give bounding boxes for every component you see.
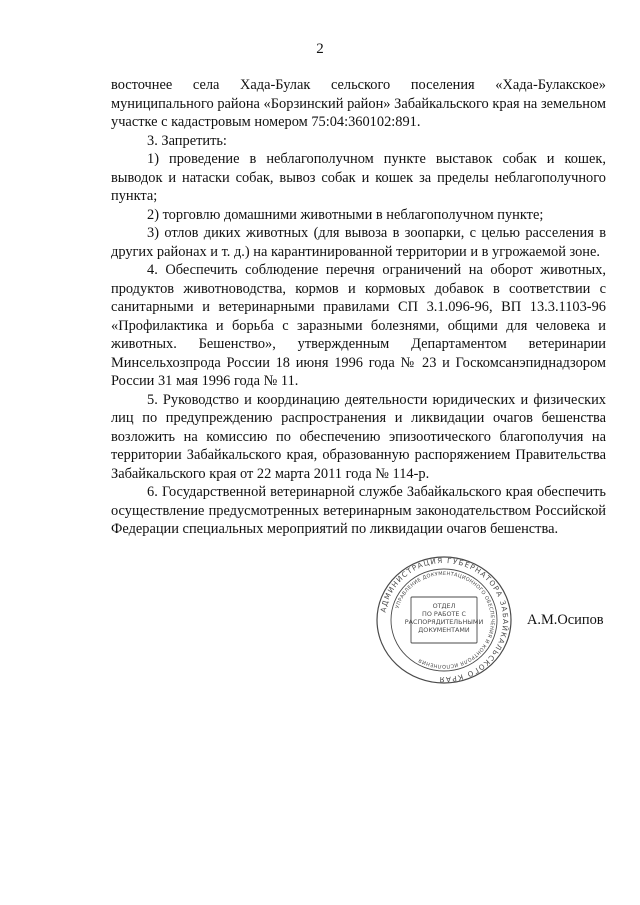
document-body — [111, 76, 606, 539]
stamp-inner-ring-text: УПРАВЛЕНИЕ ДОКУМЕНТАЦИОННОГО ОБЕСПЕЧЕНИЯ И КОНТРОЛЯ ИСПОЛНЕНИЯ — [394, 570, 496, 670]
paragraph-veterinary-service: 6. Государственной ветеринарной службе Забайкальского края обеспечить осуществление предусмотренных ветеринарным законодательством Российской Федерации специальных мероприятий по ликвидации очагов бешенства. — [111, 484, 606, 537]
paragraph-restrictions: 4. Обеспечить соблюдение перечня ограничений на оборот животных, продуктов животноводства, кормов и кормовых добавок в соответствии с санитарными и ветеринарными правилами СП 3.1.096-96, ВП 13.3.1103-96 «Профилактика и борьба с заразными болезнями, общими для человека и животных. Бешенство», утвержденным Департаментом ветеринарии Минсельхозпрода России 18 июня 1996 года № 23 и Госкомсанэпиднадзором России 31 мая 1996 года № 11. — [111, 262, 606, 389]
stamp-center-line: ДОКУМЕНТАМИ — [418, 626, 470, 634]
signatory-name: А.М.Осипов — [527, 612, 604, 628]
paragraph-coordination: 5. Руководство и координацию деятельности юридических и физических лиц по предупреждению распространения и ликвидации очагов бешенства возложить на комиссию по обеспечению эпизоотического благополучия на территории Забайкальского края, образованную распоряжением Правительства Забайкальского края от 22 марта 2011 года № 114-р. — [111, 391, 606, 482]
stamp-center-line: ПО РАБОТЕ С — [422, 610, 466, 618]
stamp-outer-ring-text: АДМИНИСТРАЦИЯ ГУБЕРНАТОРА ЗАБАЙКАЛЬСКОГО КРАЯ — [378, 555, 511, 685]
official-stamp — [374, 555, 514, 685]
stamp-center-line: РАСПОРЯДИТЕЛЬНЫМИ — [404, 618, 484, 626]
paragraph-prohibit-capture: 3) отлов диких животных (для вывоза в зоопарки, с целью расселения в других районах и т. д.) на карантинированной территории и в угрожаемой зоне. — [111, 225, 606, 260]
stamp-center-line: ОТДЕЛ — [432, 602, 456, 610]
paragraph-prohibit-heading: 3. Запретить: — [147, 132, 227, 149]
paragraph-prohibit-exhibitions: 1) проведение в неблагополучном пункте выставок собак и кошек, выводок и натаски собак, вывоз собак и кошек за пределы неблагополучного пункта; — [111, 151, 606, 204]
paragraph-prohibit-trade: 2) торговлю домашними животными в неблагополучном пункте; — [147, 206, 544, 223]
paragraph-location: восточнее села Хада-Булак сельского поселения «Хада-Булакское» муниципального района «Борзинский район» Забайкальского края на земельном участке с кадастровым номером 75:04:360102:891. — [111, 77, 606, 130]
page-number: 2 — [316, 41, 324, 57]
